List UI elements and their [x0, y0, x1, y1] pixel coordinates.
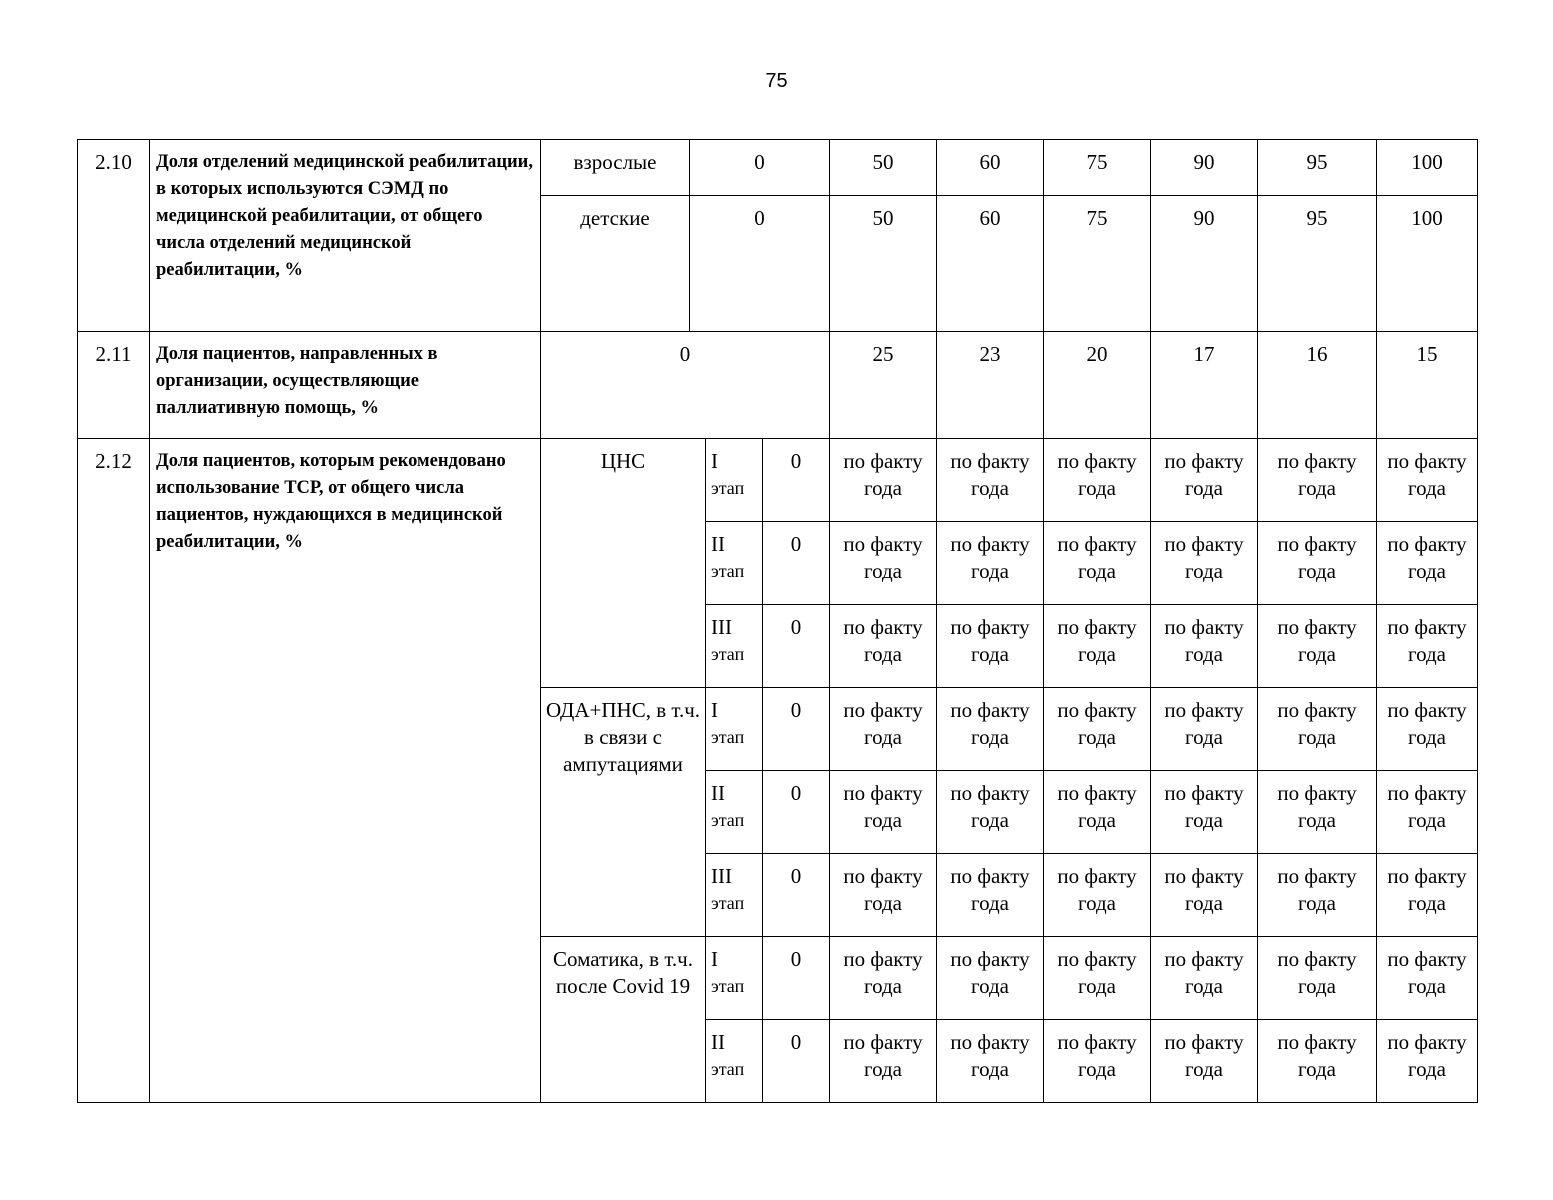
fact-line: года — [1078, 974, 1116, 998]
fact-line: по факту — [950, 698, 1030, 722]
fact-cell — [937, 605, 1044, 688]
fact-cell — [937, 522, 1044, 605]
fact-line: года — [1078, 891, 1116, 915]
value-cell: 100 — [1377, 140, 1478, 196]
value-cell: 25 — [830, 332, 937, 439]
fact-line: года — [864, 559, 902, 583]
stage-roman: II — [711, 1030, 725, 1054]
fact-line: года — [1185, 1057, 1223, 1081]
fact-cell — [830, 605, 937, 688]
fact-line: по факту — [843, 532, 923, 556]
fact-line: года — [864, 642, 902, 666]
fact-line: по факту — [1164, 615, 1244, 639]
fact-cell — [1151, 1020, 1258, 1103]
fact-line: года — [864, 808, 902, 832]
indicator-name: Доля пациентов, направленных в организации, осуществляющие паллиативную помощь, % — [150, 332, 541, 439]
fact-line: года — [1408, 808, 1446, 832]
stage-roman: I — [711, 947, 718, 971]
stage-cell — [706, 605, 763, 688]
fact-line: года — [971, 808, 1009, 832]
base-value: 0 — [690, 140, 830, 196]
stage-cell — [706, 522, 763, 605]
fact-cell — [937, 439, 1044, 522]
base-value: 0 — [763, 439, 830, 522]
fact-line: по факту — [1164, 947, 1244, 971]
fact-line: по факту — [1387, 1030, 1467, 1054]
fact-line: по факту — [950, 781, 1030, 805]
fact-line: по факту — [843, 947, 923, 971]
fact-line: года — [971, 891, 1009, 915]
group-label: Соматика, в т.ч. после Covid 19 — [541, 937, 706, 1103]
stage-cell — [706, 688, 763, 771]
stage-cell — [706, 1020, 763, 1103]
fact-cell — [1377, 771, 1478, 854]
value-cell: 60 — [937, 196, 1044, 332]
stage-word: этап — [711, 893, 745, 913]
fact-line: по факту — [1277, 698, 1357, 722]
stage-roman: I — [711, 698, 718, 722]
fact-line: года — [971, 476, 1009, 500]
value-cell: 23 — [937, 332, 1044, 439]
fact-line: по факту — [1277, 864, 1357, 888]
fact-line: года — [1408, 891, 1446, 915]
fact-cell — [1151, 605, 1258, 688]
fact-cell — [830, 439, 937, 522]
fact-cell — [830, 771, 937, 854]
stage-word: этап — [711, 561, 745, 581]
fact-line: года — [1298, 1057, 1336, 1081]
stage-roman: III — [711, 615, 732, 639]
value-cell: 15 — [1377, 332, 1478, 439]
fact-line: по факту — [1277, 781, 1357, 805]
table-row — [78, 439, 1478, 522]
fact-line: по факту — [950, 1030, 1030, 1054]
fact-line: по факту — [950, 449, 1030, 473]
row-number: 2.10 — [78, 140, 150, 332]
stage-roman: II — [711, 781, 725, 805]
value-cell: 95 — [1258, 140, 1377, 196]
stage-roman: III — [711, 864, 732, 888]
fact-line: по факту — [1164, 449, 1244, 473]
stage-cell — [706, 439, 763, 522]
fact-cell — [1377, 688, 1478, 771]
value-cell: 90 — [1151, 196, 1258, 332]
fact-line: года — [864, 725, 902, 749]
fact-cell — [1044, 771, 1151, 854]
fact-line: по факту — [950, 947, 1030, 971]
fact-line: по факту — [1387, 864, 1467, 888]
fact-line: по факту — [950, 864, 1030, 888]
fact-line: года — [864, 1057, 902, 1081]
fact-cell — [937, 937, 1044, 1020]
fact-line: года — [1185, 891, 1223, 915]
fact-line: года — [1298, 642, 1336, 666]
fact-line: по факту — [1387, 532, 1467, 556]
fact-cell — [1258, 439, 1377, 522]
fact-line: по факту — [950, 615, 1030, 639]
fact-cell — [830, 1020, 937, 1103]
table-body — [78, 140, 1478, 1103]
row-number: 2.11 — [78, 332, 150, 439]
group-label: детские — [541, 196, 690, 332]
value-cell: 60 — [937, 140, 1044, 196]
base-value: 0 — [763, 522, 830, 605]
value-cell: 50 — [830, 196, 937, 332]
fact-line: по факту — [1057, 1030, 1137, 1054]
fact-line: года — [1078, 559, 1116, 583]
fact-cell — [1258, 771, 1377, 854]
fact-cell — [830, 688, 937, 771]
fact-line: года — [1185, 476, 1223, 500]
fact-cell — [1258, 1020, 1377, 1103]
fact-line: года — [1298, 974, 1336, 998]
fact-cell — [1258, 854, 1377, 937]
group-label: ЦНС — [541, 439, 706, 688]
fact-cell — [1044, 1020, 1151, 1103]
fact-line: года — [1408, 1057, 1446, 1081]
fact-line: года — [971, 974, 1009, 998]
table-row — [78, 332, 1478, 439]
fact-line: по факту — [1387, 947, 1467, 971]
fact-line: по факту — [1387, 781, 1467, 805]
stage-roman: II — [711, 532, 725, 556]
page-number: 75 — [765, 70, 788, 92]
indicators-table — [77, 139, 1478, 1103]
fact-cell — [1377, 439, 1478, 522]
fact-cell — [1258, 522, 1377, 605]
fact-line: по факту — [1164, 864, 1244, 888]
fact-line: по факту — [950, 532, 1030, 556]
stage-word: этап — [711, 1059, 745, 1079]
stage-cell — [706, 937, 763, 1020]
fact-line: по факту — [1277, 449, 1357, 473]
fact-line: года — [1078, 1057, 1116, 1081]
fact-cell — [937, 688, 1044, 771]
fact-line: года — [1408, 476, 1446, 500]
fact-cell — [1377, 605, 1478, 688]
stage-word: этап — [711, 810, 745, 830]
base-value: 0 — [690, 196, 830, 332]
fact-cell — [937, 1020, 1044, 1103]
fact-cell — [1258, 937, 1377, 1020]
table-row — [78, 140, 1478, 196]
fact-line: по факту — [1164, 698, 1244, 722]
fact-line: года — [1298, 891, 1336, 915]
stage-roman: I — [711, 449, 718, 473]
fact-line: по факту — [1277, 615, 1357, 639]
fact-line: года — [864, 891, 902, 915]
fact-line: по факту — [1057, 864, 1137, 888]
fact-line: года — [1298, 559, 1336, 583]
row-number: 2.12 — [78, 439, 150, 1103]
fact-line: года — [1298, 808, 1336, 832]
fact-line: по факту — [843, 615, 923, 639]
fact-cell — [1044, 522, 1151, 605]
fact-line: по факту — [1057, 698, 1137, 722]
base-value: 0 — [763, 688, 830, 771]
fact-line: года — [1408, 559, 1446, 583]
fact-line: по факту — [1164, 1030, 1244, 1054]
base-value: 0 — [763, 937, 830, 1020]
fact-cell — [1151, 854, 1258, 937]
fact-line: года — [1298, 476, 1336, 500]
fact-line: по факту — [1057, 615, 1137, 639]
stage-word: этап — [711, 644, 745, 664]
fact-line: года — [864, 476, 902, 500]
group-label: взрослые — [541, 140, 690, 196]
fact-line: по факту — [1387, 615, 1467, 639]
fact-line: года — [1078, 642, 1116, 666]
fact-line: по факту — [843, 864, 923, 888]
fact-line: по факту — [843, 449, 923, 473]
base-value: 0 — [763, 854, 830, 937]
value-cell: 95 — [1258, 196, 1377, 332]
fact-cell — [1151, 439, 1258, 522]
fact-line: по факту — [1277, 532, 1357, 556]
stage-word: этап — [711, 976, 745, 996]
fact-line: года — [971, 1057, 1009, 1081]
value-cell: 75 — [1044, 196, 1151, 332]
stage-cell — [706, 854, 763, 937]
fact-line: года — [1185, 559, 1223, 583]
fact-cell — [830, 937, 937, 1020]
fact-cell — [937, 771, 1044, 854]
indicator-name: Доля отделений медицинской реабилитации, в которых используются СЭМД по медицинской реабилитации, от общего числа отделений медицинской реабилитации, % — [150, 140, 541, 332]
fact-cell — [1258, 605, 1377, 688]
fact-line: по факту — [843, 698, 923, 722]
fact-line: года — [1078, 808, 1116, 832]
fact-cell — [1377, 1020, 1478, 1103]
fact-line: года — [1408, 974, 1446, 998]
fact-line: года — [971, 725, 1009, 749]
base-value: 0 — [763, 605, 830, 688]
value-cell: 50 — [830, 140, 937, 196]
fact-cell — [1151, 937, 1258, 1020]
value-cell: 100 — [1377, 196, 1478, 332]
fact-line: по факту — [1057, 532, 1137, 556]
fact-cell — [1044, 937, 1151, 1020]
base-value: 0 — [763, 771, 830, 854]
fact-cell — [1377, 854, 1478, 937]
fact-line: года — [1408, 725, 1446, 749]
fact-cell — [830, 854, 937, 937]
fact-line: по факту — [1164, 781, 1244, 805]
fact-line: по факту — [843, 1030, 923, 1054]
fact-cell — [1044, 854, 1151, 937]
fact-line: года — [1185, 725, 1223, 749]
indicator-name: Доля пациентов, которым рекомендовано использование ТСР, от общего числа пациентов, нуждающихся в медицинской реабилитации, % — [150, 439, 541, 1103]
fact-cell — [937, 854, 1044, 937]
group-label: ОДА+ПНС, в т.ч. в связи с ампутациями — [541, 688, 706, 937]
fact-cell — [1258, 688, 1377, 771]
fact-line: года — [864, 974, 902, 998]
fact-cell — [1151, 771, 1258, 854]
fact-line: по факту — [1057, 781, 1137, 805]
fact-cell — [1377, 937, 1478, 1020]
fact-line: года — [1185, 974, 1223, 998]
fact-line: по факту — [1387, 449, 1467, 473]
fact-line: года — [1185, 642, 1223, 666]
value-cell: 20 — [1044, 332, 1151, 439]
fact-line: года — [971, 559, 1009, 583]
fact-line: года — [971, 642, 1009, 666]
value-cell: 90 — [1151, 140, 1258, 196]
fact-line: года — [1298, 725, 1336, 749]
value-cell: 16 — [1258, 332, 1377, 439]
fact-cell — [1151, 688, 1258, 771]
fact-line: по факту — [1277, 947, 1357, 971]
value-cell: 75 — [1044, 140, 1151, 196]
fact-cell — [1044, 439, 1151, 522]
value-cell: 17 — [1151, 332, 1258, 439]
stage-word: этап — [711, 727, 745, 747]
fact-line: по факту — [1277, 1030, 1357, 1054]
base-value: 0 — [763, 1020, 830, 1103]
fact-line: по факту — [1057, 449, 1137, 473]
fact-line: года — [1078, 725, 1116, 749]
fact-cell — [1151, 522, 1258, 605]
base-value: 0 — [541, 332, 830, 439]
fact-line: по факту — [1387, 698, 1467, 722]
fact-line: по факту — [843, 781, 923, 805]
stage-word: этап — [711, 478, 745, 498]
fact-line: года — [1408, 642, 1446, 666]
fact-line: года — [1185, 808, 1223, 832]
fact-cell — [830, 522, 937, 605]
fact-cell — [1377, 522, 1478, 605]
fact-line: по факту — [1164, 532, 1244, 556]
stage-cell — [706, 771, 763, 854]
fact-cell — [1044, 688, 1151, 771]
fact-line: года — [1078, 476, 1116, 500]
fact-cell — [1044, 605, 1151, 688]
fact-line: по факту — [1057, 947, 1137, 971]
